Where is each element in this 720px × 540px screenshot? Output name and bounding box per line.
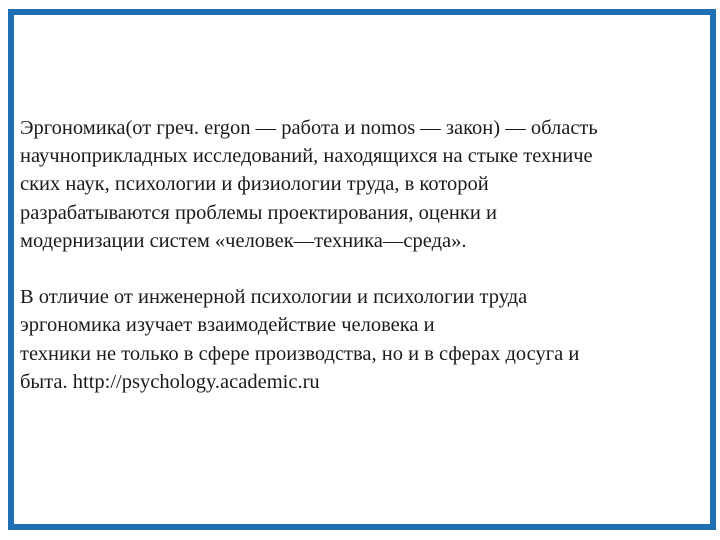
text-line: научноприкладных исследований, находящихся на стыке техниче — [20, 145, 593, 168]
slide-body-text — [20, 114, 690, 396]
text-line: модернизации систем «человек—техника—среда». — [20, 229, 467, 252]
paragraph-definition — [20, 114, 690, 255]
text-line: В отличие от инженерной психологии и психологии труда — [20, 286, 528, 309]
paragraph-spacer — [20, 255, 690, 283]
text-line: быта. http://psychology.academic.ru — [20, 370, 320, 393]
text-line: техники не только в сфере производства, но и в сферах досуга и — [20, 342, 580, 365]
text-line: разрабатываются проблемы проектирования, оценки и — [20, 201, 497, 224]
text-line: эргономика изучает взаимодействие человека и — [20, 314, 435, 337]
text-line: ских наук, психологии и физиологии труда, в которой — [20, 173, 489, 196]
paragraph-comparison — [20, 283, 690, 396]
text-line: Эргономика(от греч. ergon — работа и nomos — закон) — область — [20, 117, 598, 139]
